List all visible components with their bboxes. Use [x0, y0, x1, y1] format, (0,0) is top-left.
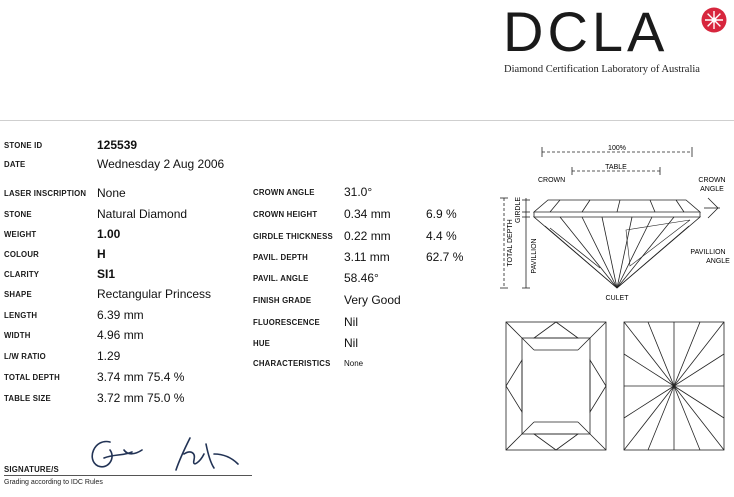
field-value: Wednesday 2 Aug 2006: [97, 157, 225, 171]
field-label: DATE: [4, 160, 26, 169]
percent-label: 100%: [608, 145, 626, 152]
measurement-label: HUE: [253, 339, 271, 348]
field-label: L/W RATIO: [4, 352, 46, 361]
crown-view-diagram: [504, 320, 608, 452]
pavillion-angle-label-line2: ANGLE: [706, 258, 730, 265]
grading-note: Grading according to IDC Rules: [4, 479, 103, 486]
field-label: TOTAL DEPTH: [4, 373, 60, 382]
field-label: COLOUR: [4, 250, 39, 259]
profile-diagram: [490, 138, 734, 308]
header-divider: [0, 120, 734, 121]
field-value: H: [97, 247, 106, 261]
field-label: SHAPE: [4, 290, 32, 299]
field-value: Natural Diamond: [97, 207, 188, 221]
crown-angle-label-line2: ANGLE: [700, 186, 724, 193]
measurement-value: Nil: [344, 315, 358, 329]
crown-label: CROWN: [538, 177, 566, 184]
field-value: 4.96 mm: [97, 328, 144, 342]
field-label: TABLE SIZE: [4, 394, 51, 403]
measurement-value: 0.22 mm: [344, 229, 391, 243]
girdle-label: GIRDLE: [515, 196, 522, 224]
field-label: WEIGHT: [4, 230, 37, 239]
field-value: 3.72 mm 75.0 %: [97, 391, 185, 405]
field-value: SI1: [97, 267, 116, 281]
measurement-percent: 4.4 %: [426, 229, 457, 243]
measurement-value: None: [344, 359, 364, 368]
field-value: 125539: [97, 138, 138, 152]
logo-star-icon: [700, 6, 728, 34]
table-label: TABLE: [605, 164, 627, 171]
measurement-label: FINISH GRADE: [253, 296, 312, 305]
measurement-label: CHARACTERISTICS: [253, 359, 331, 368]
measurement-label: FLUORESCENCE: [253, 318, 320, 327]
measurement-label: CROWN ANGLE: [253, 188, 315, 197]
measurement-value: Very Good: [344, 293, 401, 307]
measurement-percent: 6.9 %: [426, 207, 457, 221]
measurement-label: PAVIL. ANGLE: [253, 274, 309, 283]
pavillion-angle-label-line1: PAVILLION: [690, 249, 726, 256]
culet-label: CULET: [605, 295, 629, 302]
measurement-percent: 62.7 %: [426, 250, 464, 264]
field-value: 1.00: [97, 227, 121, 241]
field-value: None: [97, 186, 126, 200]
field-value: 6.39 mm: [97, 308, 144, 322]
logo-text: DCLA: [503, 0, 669, 63]
crown-angle-label-line1: CROWN: [698, 177, 726, 184]
signature-line: [4, 475, 252, 476]
pavillion-label: PAVILLION: [531, 238, 538, 274]
field-label: LENGTH: [4, 311, 38, 320]
measurement-value: 58.46°: [344, 271, 379, 285]
field-label: CLARITY: [4, 270, 40, 279]
measurement-label: PAVIL. DEPTH: [253, 253, 308, 262]
field-value: 1.29: [97, 349, 121, 363]
measurement-label: GIRDLE THICKNESS: [253, 232, 333, 241]
lab-name: Diamond Certification Laboratory of Australia: [504, 64, 700, 75]
field-label: WIDTH: [4, 331, 31, 340]
field-value: 3.74 mm 75.4 %: [97, 370, 185, 384]
measurement-value: 31.0°: [344, 185, 373, 199]
field-value: Rectangular Princess: [97, 287, 212, 301]
measurement-value: 0.34 mm: [344, 207, 391, 221]
field-label: LASER INSCRIPTION: [4, 189, 87, 198]
total-depth-label: TOTAL DEPTH: [507, 219, 514, 267]
pavilion-view-diagram: [622, 320, 726, 452]
field-label: STONE ID: [4, 141, 43, 150]
signatures-label: SIGNATURE/S: [4, 465, 59, 474]
measurement-label: CROWN HEIGHT: [253, 210, 318, 219]
signature-marks: [80, 424, 250, 476]
field-label: STONE: [4, 210, 32, 219]
measurement-value: 3.11 mm: [344, 250, 390, 264]
measurement-value: Nil: [344, 336, 358, 350]
